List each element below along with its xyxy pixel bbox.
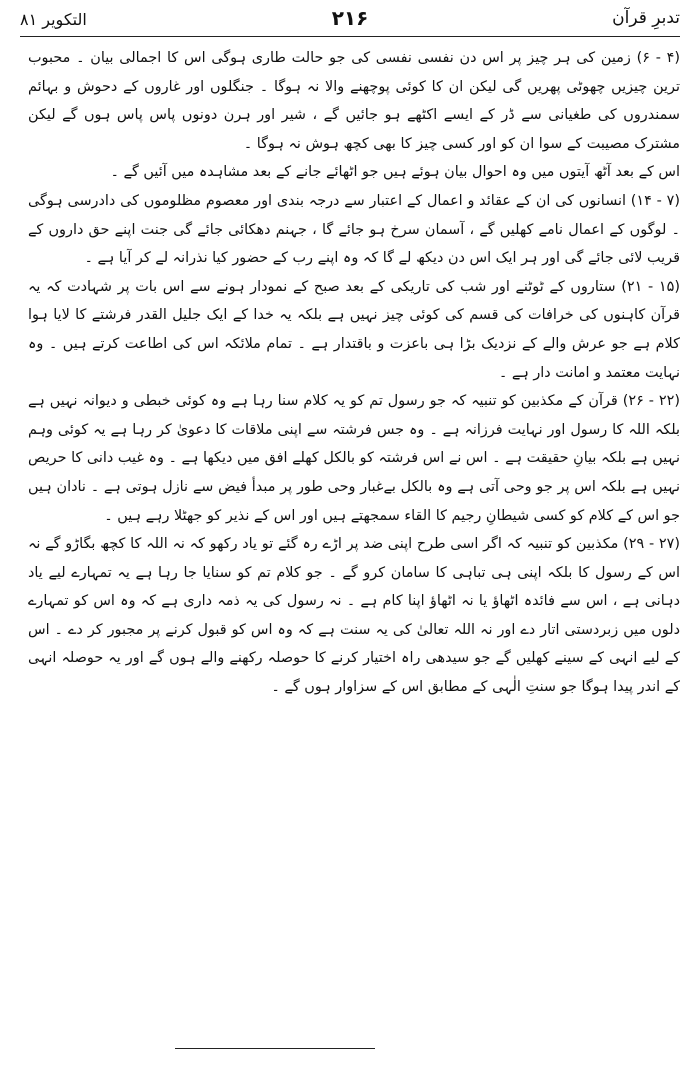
paragraph-verses-22-26: (۲۲ - ۲۶) قرآن کے مکذبین کو تنبیہ کہ جو رسول تم کو یہ کلام سنا رہا ہے وہ کوئی خبطی و دیوانہ نہیں ہے بلکہ اللہ کا رسول اور نہایت فرزانہ ہے ۔ وہ جس فرشتہ سے اپنی ملاقات کا دعویٰ کر رہا ہے یہ کوئی وہم نہیں ہے بلکہ بیانِ حقیقت ہے ۔ اس نے اس فرشتہ کو بالکل کھلے افق میں دیکھا ہے ۔ وہ غیب دانی کا حریص نہیں ہے بلکہ اس پر جو وحی آتی ہے وہ بالکل بےغبار وحی طور پر مبدأ فیض سے نازل ہوتی ہے ۔ نادان ہیں جو اس کے کلام کو کسی شیطانِ رجیم کا القاء سمجھتے ہیں اور اس کے نذیر کو جھٹلا رہے ہیں ۔ — [28, 393, 680, 524]
page-body — [28, 44, 680, 702]
paragraph-verses-7-14: (۷ - ۱۴) انسانوں کی ان کے عقائد و اعمال کے اعتبار سے درجہ بندی اور معصوم مظلوموں کی دادرسی ہوگی ۔ لوگوں کے اعمال نامے کھلیں گے ، آسمان سرخ ہو جائے گا ، جہنم دھکائی جائے گی جنت اپنے حق داروں کے قریب لائی جائے گی اور ہر ایک اس دن دیکھ لے گا کہ وہ اپنے رب کے حضور کیا نذرانہ لے کر آیا ہے ۔ — [28, 192, 680, 267]
footer-divider — [175, 1048, 375, 1049]
paragraph-verses-4-6: (۴ - ۶) زمین کی ہر چیز پر اس دن نفسی نفسی کی جو حالت طاری ہوگی اس کا اجمالی بیان ۔ محبوب ترین چیزیں چھوٹی پھریں گی لیکن ان کا کوئی پوچھنے والا نہ ہوگا ۔ جنگلوں اور غاروں کے دحوش و بہائم سمندروں کی طغیانی سے ڈر کے ایسے اکٹھے ہو جائیں گے ، شیر اور ہرن دونوں پاس پاس ہوں گے لیکن مشترک مصیبت کے سوا ان کو اور کسی چیز کا بھی کچھ ہوش نہ ہوگا ۔ — [28, 50, 681, 152]
paragraph-verses-15-21: (۱۵ - ۲۱) ستاروں کے ٹوٹنے اور شب کی تاریکی کے بعد صبح کے نمودار ہونے سے اس بات پر شہادت کہ یہ قرآن کاہنوں کی خرافات کی قسم کی کوئی چیز نہیں ہے بلکہ یہ خدا کے ایک جلیل القدر فرشتے کا لایا ہوا کلام ہے جو عرش والے کے نزدیک بڑا ہی باعزت و باقتدار ہے ۔ تمام ملائکہ اس کی اطاعت کرتے ہیں ۔ وہ نہایت معتمد و امانت دار ہے ۔ — [28, 278, 680, 381]
surah-label: التکویر ۸۱ — [20, 10, 87, 29]
book-title: تدبرِ قرآن — [612, 8, 680, 28]
page-number: ۲۱۶ — [331, 6, 369, 30]
page-header — [20, 4, 680, 36]
paragraph-intro-eight-verses: اس کے بعد آٹھ آیتوں میں وہ احوال بیان ہوئے ہیں جو اٹھائے جانے کے بعد مشاہدہ میں آئیں گے ۔ — [110, 164, 680, 181]
paragraph-verses-27-29: (۲۷ - ۲۹) مکذبین کو تنبیہ کہ اگر اسی طرح اپنی ضد پر اڑے رہ گئے تو یاد رکھو کہ نہ اللہ کا کچھ بگاڑو گے نہ اس کے رسول کا بلکہ اپنی ہی تباہی کا سامان کرو گے ۔ جو کلام تم کو سنایا جا رہا ہے یہ تمہارے لیے یاد دہانی ہے ، اس سے فائدہ اٹھاؤ یا نہ اٹھاؤ اپنا کام ہے ۔ نہ رسول کی یہ ذمہ داری ہے کہ وہ اس کو تمہارے دلوں میں زبردستی اتار دے اور نہ اللہ تعالیٰ کی یہ سنت ہے کہ وہ اس کو قبول کرنے پر مجبور کر دے ۔ اس کے لیے انہی کے سینے کھلیں گے جو سیدھی راہ اختیار کرنے کا حوصلہ رکھنے والے ہوں گے اور یہ حوصلہ انہی کے اندر پیدا ہوگا جو سنتِ الٰہی کے مطابق اس کے سزاوار ہوں گے ۔ — [28, 536, 681, 696]
header-divider — [20, 36, 680, 37]
